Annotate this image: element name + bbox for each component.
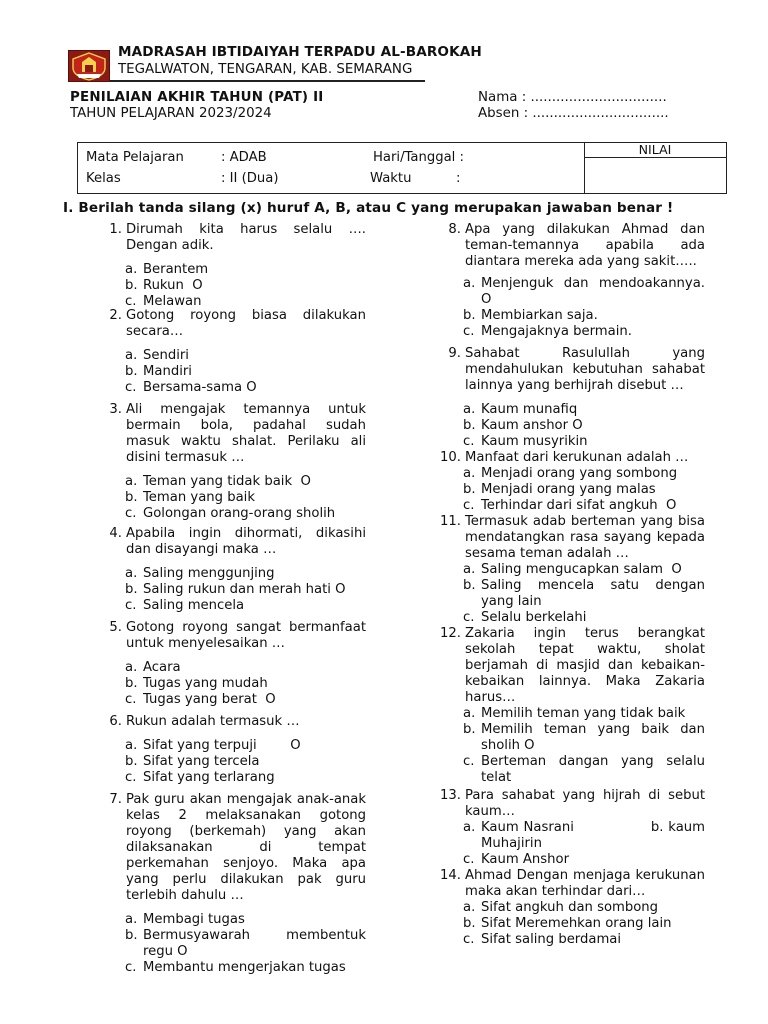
answer-option[interactable] [463,466,705,482]
option-letter: c. [463,932,475,947]
option-body: Teman yang tidak baik O [143,474,311,489]
question-text: Manfaat dari kerukunan adalah … [465,450,689,465]
answer-option[interactable] [125,738,366,754]
option-body: Melawan [143,294,202,309]
answer-option[interactable] [125,928,371,960]
answer-option[interactable] [463,482,705,498]
class-value: : II (Dua) [221,171,279,186]
answer-option[interactable] [125,770,366,786]
school-address: TEGALWATON, TENGARAN, KAB. SEMARANG [118,62,413,77]
option-letter: a. [125,348,138,363]
question-12 [437,626,710,786]
answer-option[interactable] [125,582,366,598]
option-letter: c. [125,692,137,707]
answer-option[interactable] [125,660,366,676]
answer-options [98,566,366,614]
answer-option-text [125,692,366,708]
question-stem [437,514,705,562]
answer-option[interactable] [125,490,366,506]
answer-option-text [463,434,705,450]
answer-options [437,900,705,948]
question-2 [98,308,366,396]
option-body: Membagi tugas [143,912,245,927]
option-body: Memilih teman yang baik dan sholih O [481,722,710,753]
option-letter: b. [125,676,138,691]
answer-option[interactable] [463,308,705,324]
answer-option-text [125,928,371,960]
option-body: Tugas yang berat O [143,692,276,707]
answer-option-text [463,722,710,754]
option-letter: c. [125,380,137,395]
answer-options [437,820,710,868]
option-body: Sendiri [143,348,189,363]
question-stem [98,402,366,466]
answer-option-text [125,754,366,770]
question-text: Dirumah kita harus selalu …. Dengan adik. [126,222,366,253]
option-letter: c. [463,754,475,769]
question-text: Ali mengajak temannya untuk bermain bola, padahal sudah masuk waktu shalat. Perilaku ali disini termasuk … [126,402,366,465]
option-body: Sifat yang terpuji O [143,738,301,753]
school-name: MADRASAH IBTIDAIYAH TERPADU AL-BAROKAH [118,44,482,60]
question-10 [437,450,705,514]
question-1 [98,222,366,310]
question-number: 9. [448,346,461,361]
answer-option[interactable] [125,754,366,770]
school-crest-icon [68,50,110,82]
option-body: Tugas yang mudah [143,676,268,691]
option-body: Kaum munafiq [481,402,578,417]
option-body: Berantem [143,262,209,277]
question-number: 10. [440,450,461,465]
question-number: 13. [440,788,461,803]
option-letter: c. [125,598,137,613]
option-letter: b. [463,578,476,593]
question-stem [98,222,366,254]
answer-option-text [463,820,710,852]
answer-option[interactable] [463,916,705,932]
option-body: Kaum musyrikin [481,434,588,449]
answer-option-text [463,482,705,498]
answer-option-text [463,852,705,868]
question-5 [98,620,366,708]
option-letter: c. [125,960,137,975]
option-body: Menjenguk dan mendoakannya. O [481,276,710,307]
question-9 [437,346,705,450]
score-label: NILAI [638,142,672,157]
option-letter: c. [125,770,137,785]
school-year: TAHUN PELAJARAN 2023/2024 [70,106,272,121]
question-stem [437,626,705,706]
answer-option-text [125,364,366,380]
question-stem [98,526,366,558]
answer-option[interactable] [463,820,710,852]
answer-options [98,474,366,522]
option-letter: c. [463,324,475,339]
answer-option-text [463,900,705,916]
answer-option[interactable] [125,262,366,278]
answer-option-text [125,738,366,754]
option-body: Mengajaknya bermain. [481,324,632,339]
answer-option-text [125,380,366,396]
class-label: Kelas [86,171,121,186]
answer-option[interactable] [463,932,705,948]
answer-options [437,466,705,514]
answer-option[interactable] [125,598,366,614]
answer-option-text [463,308,705,324]
question-stem [98,620,366,652]
question-7 [98,792,371,976]
answer-option-text [125,912,366,928]
answer-options [98,348,366,396]
day-label: Hari/Tanggal : [373,150,464,165]
option-letter: a. [125,912,138,927]
question-text: Termasuk adab berteman yang bisa mendatangkan rasa sayang kepada sesama teman adalah … [465,514,705,561]
answer-option-text [463,276,710,308]
option-body: Sifat saling berdamai [481,932,622,947]
answer-option-text [463,498,705,514]
question-text: Zakaria ingin terus berangkat sekolah tepat waktu, sholat berjamah di masjid dan kebaikan-kebaikan lainnya. Maka Zakaria harus… [465,626,705,705]
name-field[interactable]: Nama : ................................ [478,90,667,105]
answer-options [437,706,710,786]
question-text: Gotong royong biasa dilakukan secara… [126,308,366,339]
answer-option[interactable] [125,474,366,490]
question-stem [437,222,705,270]
question-number: 8. [448,222,461,237]
option-letter: c. [463,434,475,449]
answer-option[interactable] [463,706,705,722]
answer-option-text [125,474,366,490]
option-body: Terhindar dari sifat angkuh O [481,498,677,513]
question-number: 3. [109,402,122,417]
answer-option-text [463,466,705,482]
question-stem [98,714,366,730]
question-stem [437,450,705,466]
answer-option[interactable] [463,722,710,754]
option-body: Kaum Nasrani b. kaum Muhajirin [481,820,710,851]
option-letter: b. [125,490,138,505]
answer-options [437,402,705,450]
answer-option-text [463,324,705,340]
option-letter: b. [125,754,138,769]
answer-option[interactable] [125,380,366,396]
subject-value: : ADAB [221,150,267,165]
question-number: 5. [109,620,122,635]
answer-option-text [463,610,705,626]
answer-option[interactable] [125,506,366,522]
option-body: Membiarkan saja. [481,308,598,323]
option-body: Berteman dangan yang selalu telat [481,754,710,785]
time-colon: : [456,171,461,186]
question-text: Pak guru akan mengajak anak-anak kelas 2 melaksanakan gotong royong (berkemah) yang akan dilaksanakan di tempat perkemahan senjoyo. Maka apa yang perlu dilakukan pak guru terlebih dahulu … [126,792,366,903]
answer-option-text [463,932,705,948]
option-letter: a. [463,466,476,481]
answer-options [98,912,371,976]
option-letter: a. [125,660,138,675]
answer-option-text [125,278,366,294]
answer-option[interactable] [463,324,705,340]
answer-option-text [463,916,705,932]
option-body: Teman yang baik [143,490,255,505]
answer-option-text [463,706,705,722]
option-letter: a. [463,900,476,915]
question-stem [437,788,705,820]
time-label: Waktu [370,171,412,186]
option-letter: b. [463,418,476,433]
answer-option[interactable] [125,960,366,976]
answer-option-text [125,660,366,676]
option-letter: a. [125,262,138,277]
option-body: Sifat angkuh dan sombong [481,900,659,915]
answer-options [437,562,710,626]
option-letter: a. [463,820,476,835]
question-number: 7. [109,792,122,807]
question-4 [98,526,366,614]
question-text: Ahmad Dengan menjaga kerukunan maka akan terhindar dari… [465,868,705,899]
answer-option-text [125,490,366,506]
question-number: 4. [109,526,122,541]
option-body: Rukun O [143,278,203,293]
question-14 [437,868,705,948]
header-divider [110,80,425,82]
option-body: Acara [143,660,181,675]
option-letter: c. [125,294,137,309]
option-letter: a. [125,738,138,753]
option-letter: b. [463,916,476,931]
answer-option-text [463,562,705,578]
question-stem [437,346,705,394]
answer-option[interactable] [125,692,366,708]
option-letter: b. [125,582,138,597]
option-letter: a. [463,402,476,417]
option-body: Menjadi orang yang sombong [481,466,678,481]
question-3 [98,402,366,522]
answer-option-text [125,262,366,278]
option-letter: c. [463,852,475,867]
question-13 [437,788,710,868]
option-letter: a. [463,706,476,721]
absen-field[interactable]: Absen : ................................ [478,106,669,121]
answer-option[interactable] [125,348,366,364]
answer-option[interactable] [125,676,366,692]
question-text: Rukun adalah termasuk … [126,714,300,729]
answer-options [437,276,710,340]
option-letter: b. [463,482,476,497]
question-text: Apabila ingin dihormati, dikasihi dan disayangi maka … [126,526,366,557]
option-body: Saling mengucapkan salam O [481,562,682,577]
answer-option[interactable] [463,434,705,450]
answer-option-text [125,566,366,582]
option-letter: c. [463,610,475,625]
question-stem [437,868,705,900]
exam-title: PENILAIAN AKHIR TAHUN (PAT) II [70,90,324,105]
question-stem [98,308,366,340]
option-body: Mandiri [143,364,192,379]
answer-options [98,660,366,708]
answer-option[interactable] [463,562,705,578]
option-body: Saling menggunjing [143,566,275,581]
option-body: Sifat yang terlarang [143,770,275,785]
answer-option[interactable] [463,610,705,626]
answer-option-text [125,676,366,692]
option-letter: b. [125,364,138,379]
option-body: Memilih teman yang tidak baik [481,706,686,721]
answer-option-text [125,506,366,522]
option-letter: a. [463,562,476,577]
option-letter: c. [125,506,137,521]
option-body: Selalu berkelahi [481,610,587,625]
question-number: 2. [109,308,122,323]
question-text: Sahabat Rasulullah yang mendahulukan kebutuhan sahabat lainnya yang berhijrah disebut … [465,346,705,393]
question-text: Para sahabat yang hijrah di sebut kaum… [465,788,705,819]
answer-option-text [125,582,366,598]
option-letter: a. [125,474,138,489]
answer-option-text [125,960,366,976]
answer-options [98,738,366,786]
option-letter: b. [125,278,138,293]
option-letter: b. [463,722,476,737]
answer-option[interactable] [463,498,705,514]
option-body: Saling mencela [143,598,245,613]
exam-info-table [77,142,727,194]
option-letter: a. [125,566,138,581]
answer-option[interactable] [463,418,705,434]
option-body: Kaum anshor O [481,418,583,433]
question-stem [98,792,366,904]
answer-option-text [125,770,366,786]
answer-option-text [463,578,710,610]
answer-option[interactable] [125,364,366,380]
question-number: 12. [440,626,461,641]
question-8 [437,222,710,340]
question-number: 11. [440,514,461,529]
option-body: Sifat yang tercela [143,754,260,769]
option-body: Membantu mengerjakan tugas [143,960,346,975]
answer-option[interactable] [463,900,705,916]
option-letter: c. [463,498,475,513]
option-body: Kaum Anshor [481,852,569,867]
option-body: Golongan orang-orang sholih [143,506,336,521]
answer-option[interactable] [463,402,705,418]
answer-option-text [463,418,705,434]
answer-option[interactable] [125,912,366,928]
option-body: Menjadi orang yang malas [481,482,656,497]
question-number: 6. [109,714,122,729]
answer-option[interactable] [463,852,705,868]
instruction: I. Berilah tanda silang (x) huruf A, B, atau C yang merupakan jawaban benar ! [63,200,674,216]
question-number: 1. [109,222,122,237]
option-body: Bersama-sama O [143,380,257,395]
option-body: Sifat Meremehkan orang lain [481,916,672,931]
option-letter: a. [463,276,476,291]
question-text: Gotong royong sangat bermanfaat untuk menyelesaikan … [126,620,366,651]
option-letter: b. [463,308,476,323]
question-text: Apa yang dilakukan Ahmad dan teman-temannya apabila ada diantara mereka ada yang sakit….. [465,222,705,269]
question-6 [98,714,366,786]
answer-option-text [463,754,710,786]
question-number: 14. [440,868,461,883]
question-11 [437,514,710,626]
option-body: Bermusyawarah membentuk regu O [143,928,371,959]
option-body: Saling rukun dan merah hati O [143,582,346,597]
answer-options [98,262,366,310]
answer-option-text [125,598,366,614]
answer-option-text [125,348,366,364]
option-letter: b. [125,928,138,943]
subject-label: Mata Pelajaran [86,150,184,165]
answer-option[interactable] [125,278,366,294]
answer-option[interactable] [125,566,366,582]
answer-option[interactable] [463,754,710,786]
option-body: Saling mencela satu dengan yang lain [481,578,710,609]
answer-option[interactable] [463,578,710,610]
answer-option-text [463,402,705,418]
answer-option[interactable] [463,276,710,308]
